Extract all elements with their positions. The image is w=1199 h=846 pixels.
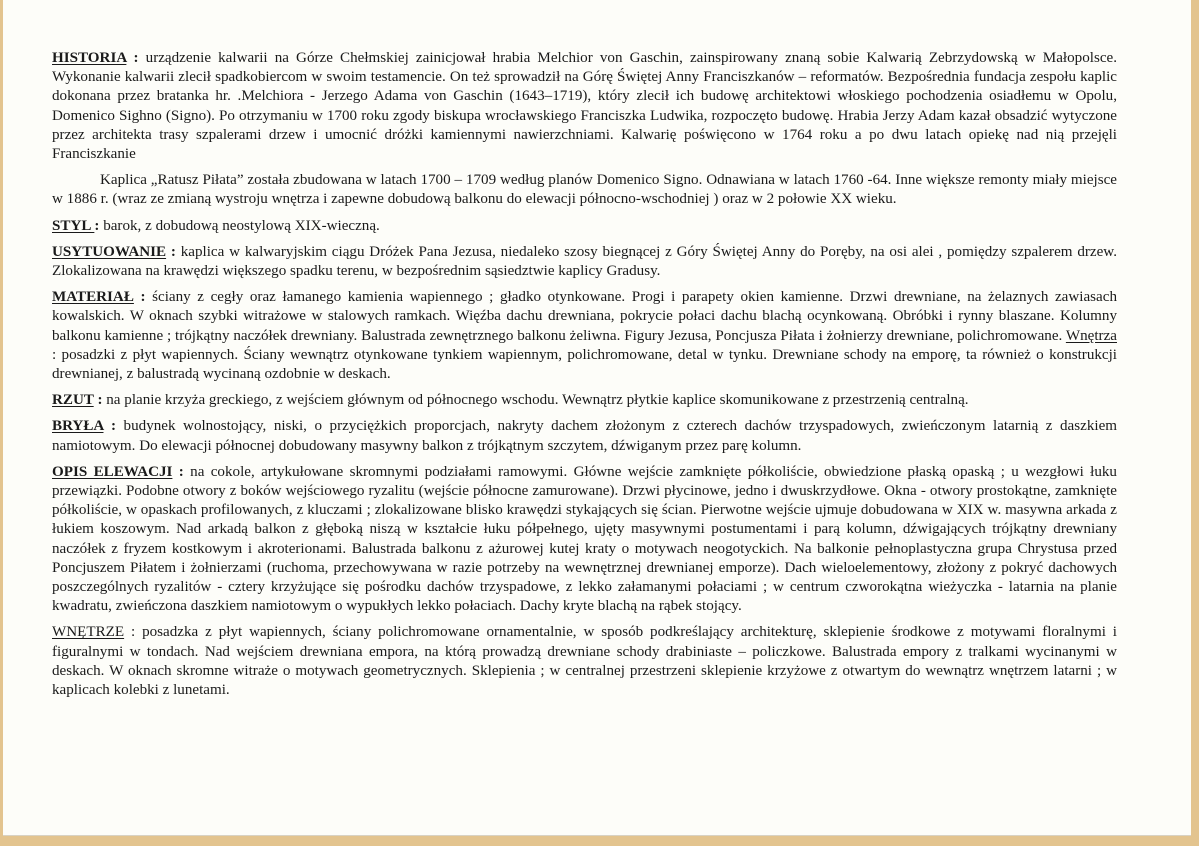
section-historia	[52, 49, 1117, 164]
sublabel-wnetrza: Wnętrza	[1065, 327, 1117, 344]
section-text-styl: barok, z dobudową neostylową XIX-wieczną.	[103, 217, 380, 234]
section-text-kaplica: Kaplica „Ratusz Piłata” została zbudowana w latach 1700 – 1709 według planów Domenico Signo. Odnawiana w latach 1760 -64. Inne większe remonty miały miejsce w 1886 r. (wraz ze zmianą wystroju wnętrza i zapewne dobudową balkonu do elewacji północno-wschodniej ) oraz w 2 połowie XX wieku.	[52, 172, 1117, 208]
section-text-bryla: budynek wolnostojący, niski, o przyciężkich proporcjach, nakryty dachem złożonym z czterech dachów trzyspadowych, zwieńczonym latarnią z daszkiem namiotowym. Do elewacji północnej dobudowany masywny balkon z trójkątnym szczytem, dźwiganym przez parę kolumn.	[52, 418, 1118, 454]
section-label-styl: STYL	[52, 217, 95, 234]
label-separator: :	[93, 392, 107, 409]
section-kaplica-history	[52, 171, 1117, 209]
section-text-historia: urządzenie kalwarii na Górze Chełmskiej zainicjował hrabia Melchior von Gaschin, zainspirowany znaną sobie Kalwarią Zebrzydowską w Małopolsce. Wykonanie kalwarii zlecił spadkobiercom w swoim testamencie. On też sprowadził na Górę Świętej Anny Franciszkanów – reformatów. Bezpośrednia fundacja zespołu kaplic dokonana przez bratanka hr. .Melchiora - Jerzego Adama von Gaschin (1643–1719), który zlecił ich budowę architektowi włoskiego pochodzenia osiadłemu w Opolu, Domenico Sighno (Signo). Po otrzymaniu w 1700 roku zgody biskupa wrocławskiego Franciszka Ludwika, rozpoczęto budowę. Hrabia Jerzy Adam kazał obsadzić wytyczone przez architekta trasy szpalerami drzew i umocnić dróżki kamiennymi nawierzchniami. Kalwarię poświęcono w 1764 roku a po dwu latach opiekę nad nią przejęli Franciszkanie	[52, 50, 1117, 163]
label-separator: :	[166, 243, 181, 260]
section-text-usytuowanie: kaplica w kalwaryjskim ciągu Dróżek Pana Jezusa, niedaleko szosy biegnącej z Góry Świętej Anny do Poręby, na osi alei , pomiędzy szpalerem drzew. Zlokalizowana na krawędzi większego spadku terenu, w bezpośrednim sąsiedztwie kaplicy Gradusy.	[52, 243, 1118, 280]
label-separator: :	[94, 217, 104, 234]
section-text-material-interior: : posadzki z płyt wapiennych. Ściany wewnątrz otynkowane tynkiem wapiennym, polichromowane, detal w tynku. Drewniane schody na emporę, ta również o konstrukcji drewnianej, z balustradą wycinaną ozdobnie w deskach.	[52, 346, 1117, 383]
section-text-wnetrze: posadzka z płyt wapiennych, ściany polichromowane ornamentalnie, w sposób podkreślający architekturę, sklepienie środkowe z motywami floralnymi i figuralnymi w tondach. Nad wejściem drewniana empora, na którą prowadzą drewniane schody drabiniaste – policzkowe. Balustrada empory z tralkami wycinanymi w deskach. W oknach skromne witraże o motywach geometrycznych. Sklepienia ; w centralnej przestrzeni sklepienie krzyżowe z otwartym do wewnątrz wnętrzem latarni ; w kaplicach kolebki z lunetami.	[52, 624, 1117, 699]
document-page	[3, 0, 1191, 836]
section-rzut	[52, 391, 1117, 410]
label-separator: :	[103, 418, 124, 435]
section-label-rzut: RZUT	[52, 392, 94, 409]
section-label-bryla: BRYŁA	[52, 418, 104, 435]
section-styl	[52, 217, 1117, 236]
section-usytuowanie	[52, 243, 1117, 281]
document-body	[52, 49, 1117, 707]
label-separator: :	[133, 289, 153, 306]
label-separator: :	[172, 463, 191, 480]
section-bryla	[52, 417, 1117, 455]
label-separator: :	[124, 624, 143, 641]
section-text-material: ściany z cegły oraz łamanego kamienia wapiennego ; gładko otynkowane. Progi i parapety okien kamienne. Drzwi drewniane, na żelaznych zawiasach kowalskich. W oknach szybki witrażowe w stalowych ramkach. Więźba dachu drewniana, pokrycie połaci dachu blachą ocynkowaną. Obróbki i rynny blaszane. Kolumny balkonu kamienne ; trójkątny naczółek drewniany. Balustrada zewnętrznego balkonu żeliwna. Figury Jezusa, Poncjusza Piłata i żołnierzy drewniane, polichromowane.	[52, 289, 1117, 344]
section-text-rzut: na planie krzyża greckiego, z wejściem głównym od północnego wschodu. Wewnątrz płytkie kaplice skomunikowane z przestrzenią centralną.	[106, 392, 969, 409]
section-material	[52, 288, 1117, 384]
section-opis-elewacji	[52, 463, 1117, 617]
label-separator: :	[126, 50, 146, 66]
section-label-material: MATERIAŁ	[52, 289, 134, 306]
section-label-usytuowanie: USYTUOWANIE	[52, 243, 167, 260]
section-label-opis-elewacji: OPIS ELEWACJI	[52, 463, 173, 480]
section-label-historia: HISTORIA	[52, 50, 127, 66]
section-text-opis-elewacji: na cokole, artykułowane skromnymi podziałami ramowymi. Główne wejście zamknięte półkoliście, obwiedzione płaską opaską ; u wezgłowi łuku przewiązki. Podobne otwory z boków wejściowego ryzalitu (wejście północne zamurowane). Drzwi płycinowe, jedno i dwuskrzydłowe. Okna - otwory prostokątne, zamknięte półkoliście, w opaskach profilowanych, z kluczami ; zlokalizowane blisko krawędzi stykających się ścian. Pierwotne wejście ujmuje dobudowana w XIX w. masywna arkada z łukiem koszowym. Nad arkadą balkon z głęboką niszą w kształcie łuku półpełnego, ujęty masywnymi postumentami i parą kolumn, dźwigających trójkątny drewniany naczółek z fryzem kostkowym i akroterionami. Balustrada balkonu z ażurowej kutej kraty o motywach neogotyckich. Na balkonie pełnoplastyczna grupa Chrystusa przed Poncjuszem Piłatem i żołnierzami (ruchoma, przechowywana w razie potrzeby na wewnętrznej drewnianej emporze). Dach wieloelementowy, złożony z pokryć dachowych poszczególnych ryzalitów - cztery krzyżujące się pośrodku dachów trzyspadowe, z lekko załamanymi połaciami ; w centrum czworokątna wieżyczka - latarnia na planie kwadratu, zwieńczona daszkiem namiotowym o wypukłych lekko połaciach. Dachy kryte blachą na rąbek stojący.	[52, 463, 1117, 615]
section-label-wnetrze: WNĘTRZE	[52, 624, 125, 641]
section-wnetrze	[52, 623, 1117, 700]
